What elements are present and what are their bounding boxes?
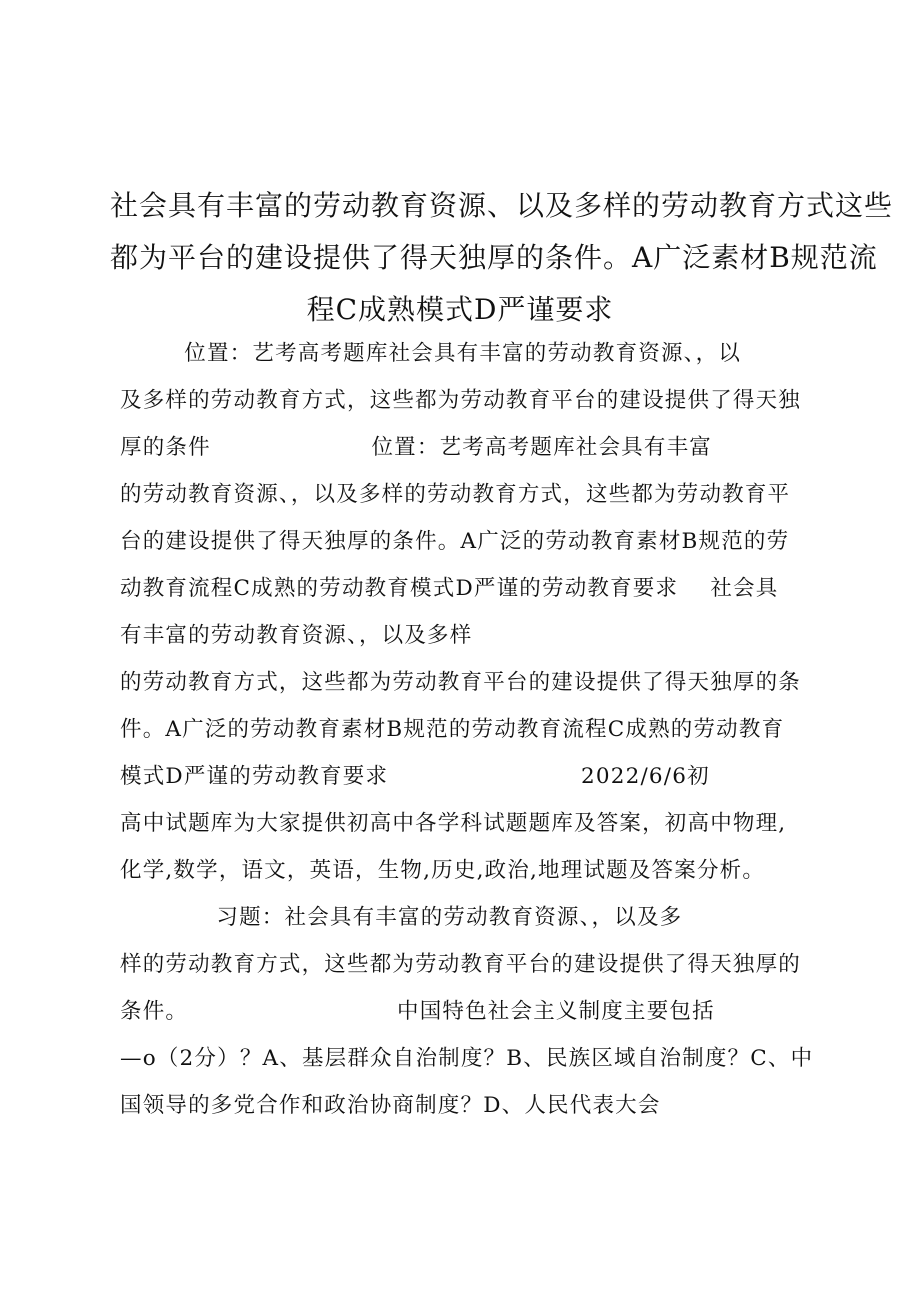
body-line: 模式D严谨的劳动教育要求 2022/6/6初 <box>120 764 710 789</box>
body-line: 动教育流程C成熟的劳动教育模式D严谨的劳动教育要求 社会具 <box>120 576 779 601</box>
body-line: 厚的条件 位置：艺考高考题库社会具有丰富 <box>120 435 712 460</box>
body-line: 位置：艺考高考题库社会具有丰富的劳动教育资源、，以 <box>120 341 742 366</box>
body-line: 台的建设提供了得天独厚的条件。A广泛的劳动教育素材B规范的劳 <box>120 529 790 554</box>
body-line: 化学,数学，语文，英语，生物,历史,政治,地理试题及答案分析。 <box>120 858 766 883</box>
document-body <box>120 330 820 1129</box>
body-line: 件。A广泛的劳动教育素材B规范的劳动教育流程C成熟的劳动教育 <box>120 717 785 742</box>
body-line: 国领导的多党合作和政治协商制度？D、人民代表大会 <box>120 1093 661 1118</box>
title-line: 程C成熟模式D严谨要求 <box>306 293 614 326</box>
title-line: 都为平台的建设提供了得天独厚的条件。A广泛素材B规范流 <box>110 241 878 274</box>
body-line: 的劳动教育资源、，以及多样的劳动教育方式，这些都为劳动教育平 <box>120 482 791 507</box>
body-line: 的劳动教育方式，这些都为劳动教育平台的建设提供了得天独厚的条 <box>120 670 802 695</box>
title-line: 社会具有丰富的劳动教育资源、以及多样的劳动教育方式这些 <box>110 189 894 222</box>
body-line: 及多样的劳动教育方式，这些都为劳动教育平台的建设提供了得天独 <box>120 388 802 413</box>
body-line: 高中试题库为大家提供初高中各学科试题题库及答案，初高中物理, <box>120 811 787 836</box>
body-line: 有丰富的劳动教育资源、，以及多样 <box>120 623 473 648</box>
body-line: 条件。 中国特色社会主义制度主要包括 <box>120 999 715 1024</box>
body-line: —o（2分）？A、基层群众自治制度？B、民族区域自治制度？C、中 <box>120 1046 814 1071</box>
document-title <box>110 180 894 336</box>
body-line: 样的劳动教育方式，这些都为劳动教育平台的建设提供了得天独厚的 <box>120 952 802 977</box>
body-line: 习题：社会具有丰富的劳动教育资源、，以及多 <box>120 905 683 930</box>
